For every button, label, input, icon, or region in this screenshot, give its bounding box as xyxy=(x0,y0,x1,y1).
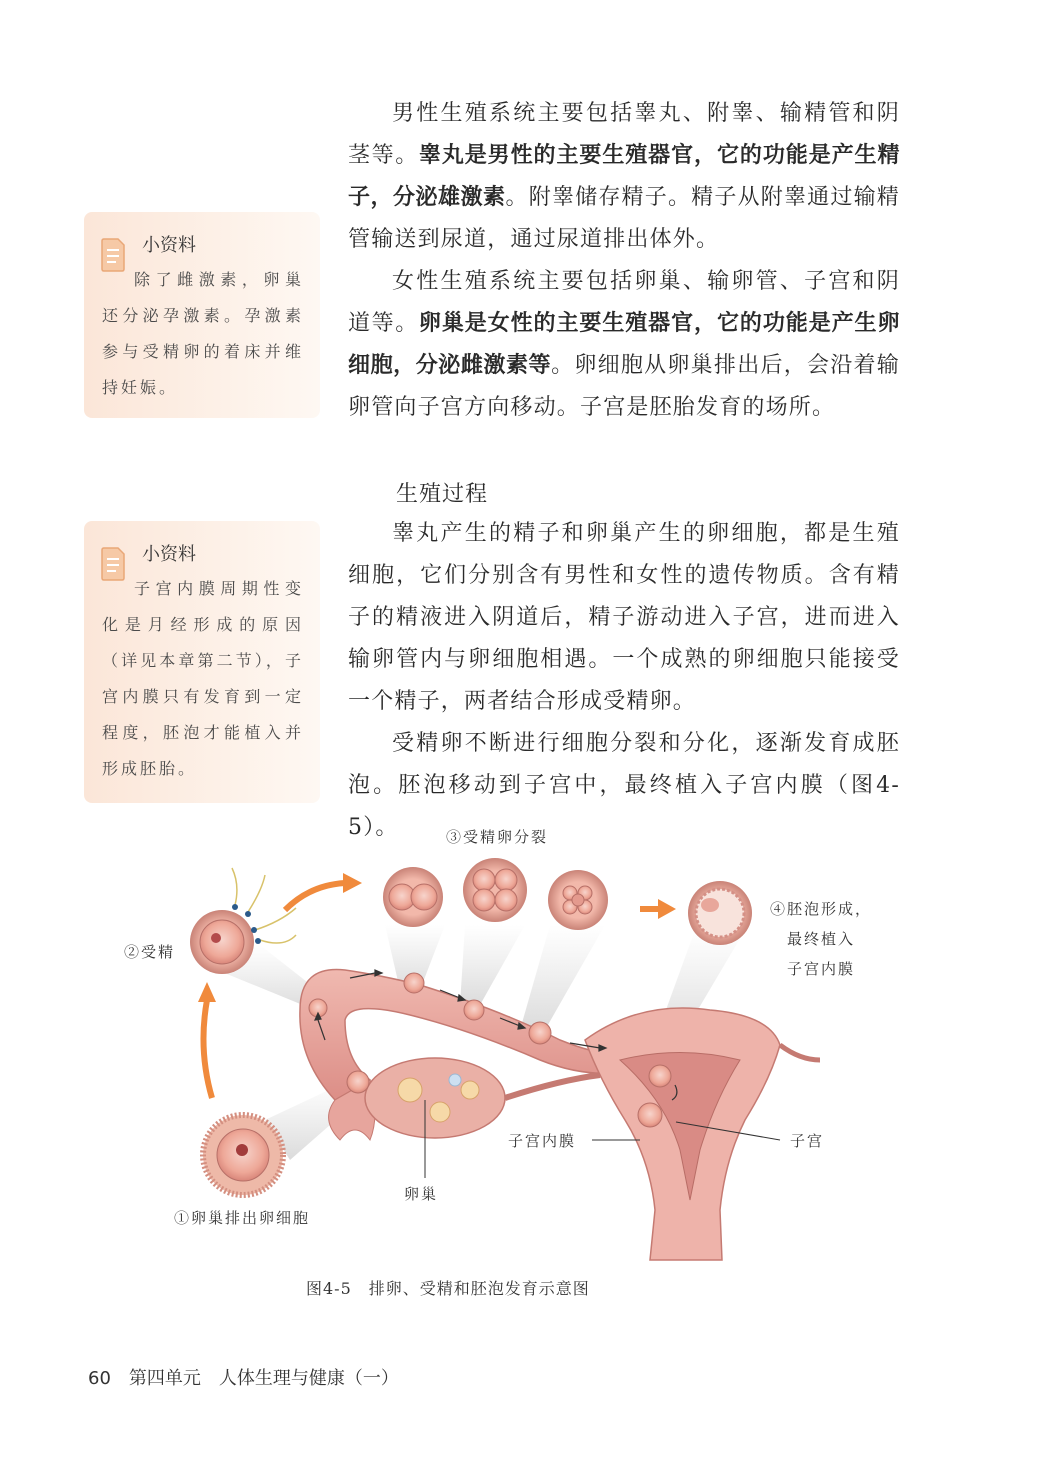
arrow-head-right xyxy=(343,873,362,893)
cleavage-cells xyxy=(383,858,608,930)
ovulation-cell xyxy=(203,1115,283,1195)
label-uterus: 子宫 xyxy=(790,1132,825,1150)
blastocyst-cell xyxy=(688,881,752,945)
note-title: 小资料 xyxy=(142,544,196,565)
p1-text-c: 。附睾储存精子。精子从附睾通过输精管输送到尿道，通过尿道排出体外。 xyxy=(348,185,900,252)
paragraph-male-system xyxy=(348,93,900,261)
note-body: 子宫内膜周期性变化是月经形成的原因（详见本章第二节），子宫内膜只有发育到一定程度，胚泡才能植入并形成胚胎。 xyxy=(102,579,304,778)
p1-bold: 睾丸是男性的主要生殖器官，它的功能是产生精子，分泌雄激素 xyxy=(348,143,900,210)
p2-text-c: 。卵细胞从卵巢排出后，会沿着输卵管向子宫方向移动。子宫是胚胎发育的场所。 xyxy=(348,353,900,420)
label-ovulation: ①卵巢排出卵细胞 xyxy=(174,1209,311,1227)
side-note-2 xyxy=(84,521,320,803)
p2-text-a: 女性生殖系统主要包括卵巢、输卵管、子宫和阴道等。 xyxy=(348,269,900,336)
unit-title: 第四单元 人体生理与健康（一） xyxy=(128,1368,399,1389)
note-body: 除了雌激素，卵巢还分泌孕激素。孕激素参与受精卵的着床并维持妊娠。 xyxy=(102,270,304,397)
side-note-1 xyxy=(84,212,320,418)
arrow-head-up xyxy=(198,982,216,1002)
paragraph-female-system xyxy=(348,261,900,429)
label-blastocyst-line2: 最终植入 xyxy=(787,930,856,948)
reproduction-illustration xyxy=(0,820,1044,1270)
arrow-head-right xyxy=(658,899,676,919)
paragraph-reproduction-process: 睾丸产生的精子和卵巢产生的卵细胞，都是生殖细胞，它们分别含有男性和女性的遗传物质。含有精子的精液进入阴道后，精子游动进入子宫，进而进入输卵管内与卵细胞相遇。一个成熟的卵细胞只能接受一个精子，两者结合形成受精卵。 xyxy=(348,521,900,714)
paragraph-blastocyst: 受精卵不断进行细胞分裂和分化，逐渐发育成胚泡。胚泡移动到子宫中，最终植入子宫内膜（图4-5）。 xyxy=(348,731,900,840)
ovary xyxy=(365,1058,505,1138)
label-cleavage: ③受精卵分裂 xyxy=(446,828,549,846)
fertilization-cell xyxy=(190,868,296,974)
label-blastocyst-line3: 子宫内膜 xyxy=(787,960,856,978)
document-icon xyxy=(100,238,126,272)
label-endometrium: 子宫内膜 xyxy=(508,1132,577,1150)
document-icon xyxy=(100,547,126,581)
label-fertilization: ②受精 xyxy=(124,943,176,961)
p2-bold: 卵巢是女性的主要生殖器官，它的功能是产生卵细胞，分泌雌激素等 xyxy=(348,311,900,378)
label-blastocyst-line1: ④胚泡形成， xyxy=(770,900,873,918)
page-number: 60 xyxy=(88,1368,111,1389)
section-heading: 生殖过程 xyxy=(396,482,489,507)
p1-text-a: 男性生殖系统主要包括睾丸、附睾、输精管和阴茎等。 xyxy=(348,101,900,168)
note-title: 小资料 xyxy=(142,235,196,256)
figure-caption: 图4-5 排卵、受精和胚泡发育示意图 xyxy=(306,1279,590,1298)
page-footer xyxy=(88,1364,399,1390)
label-ovary: 卵巢 xyxy=(404,1185,439,1203)
